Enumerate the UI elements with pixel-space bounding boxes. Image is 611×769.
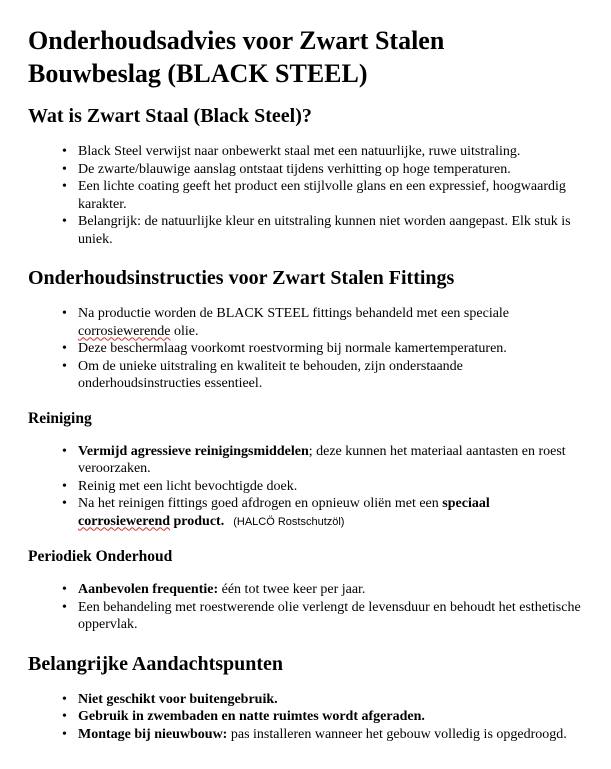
bullet-text-bold: Gebruik in zwembaden en natte ruimtes wordt afgeraden. (78, 709, 425, 724)
bullet-text-bold: Vermijd agressieve reinigingsmiddelen (78, 443, 309, 459)
bullet-text: olie. (170, 323, 199, 339)
bullet-text: Reinig met een licht bevochtigde doek. (78, 478, 298, 494)
section-heading-aandachtspunten: Belangrijke Aandachtspunten (28, 652, 284, 675)
list-item (28, 305, 583, 340)
subsection-heading-reiniging: Reiniging (28, 409, 92, 427)
bullet-list-aandachtspunten (28, 691, 583, 744)
bullet-text: één tot twee keer per jaar. (218, 582, 366, 597)
list-item (28, 340, 583, 358)
bullet-text: ; deze kunnen het materiaal aantasten en roest veroorzaken. (78, 443, 566, 476)
bullet-text-bold: Montage bij nieuwbouw: (78, 726, 228, 742)
list-item (28, 599, 583, 634)
misspelled-word: corrosiewerend (78, 513, 171, 529)
list-item (28, 443, 583, 478)
list-item (28, 726, 583, 744)
bullet-list-periodiek-onderhoud (28, 581, 583, 634)
bullet-text-bold: Niet geschikt voor buitengebruik. (78, 691, 278, 707)
list-item (28, 478, 583, 496)
section-heading-wat-is-zwart-staal: Wat is Zwart Staal (Black Steel)? (28, 105, 312, 127)
bullet-text: Black Steel verwijst naar onbewerkt staal met een natuurlijke, ruwe uitstraling. (78, 144, 521, 159)
bullet-text-bold: speciaal (442, 496, 490, 511)
list-item (28, 213, 583, 248)
bullet-list-zwart-staal (28, 143, 583, 248)
bullet-text: Om de unieke uitstraling en kwaliteit te behouden, zijn onderstaande onderhoudsinstructies essentieel. (78, 358, 463, 391)
misspelled-word: corrosiewerende (78, 323, 171, 339)
product-note: (HALCÖ Rostschutzöl) (233, 515, 345, 528)
bullet-text: De zwarte/blauwige aanslag ontstaat tijdens verhitting op hoge temperaturen. (78, 161, 511, 177)
bullet-text-bold: Aanbevolen frequentie: (78, 582, 219, 597)
list-item (28, 691, 583, 709)
bullet-text: Een lichte coating geeft het product een stijlvolle glans en een expressief, hoogwaardig karakter. (78, 179, 566, 212)
list-item (28, 178, 583, 213)
list-item (28, 581, 583, 599)
bullet-text: Na productie worden de BLACK STEEL fittings behandeld met een speciale (78, 306, 510, 321)
list-item (28, 143, 583, 161)
list-item (28, 161, 583, 179)
bullet-list-onderhoudsinstructies (28, 305, 583, 393)
bullet-text: pas installeren wanneer het gebouw volledig is opgedroogd. (227, 726, 567, 742)
list-item (28, 358, 583, 393)
subsection-heading-periodiek-onderhoud: Periodiek Onderhoud (28, 548, 173, 565)
bullet-text: Belangrijk: de natuurlijke kleur en uitstraling kunnen niet worden aangepast. Elk stuk is uniek. (78, 214, 571, 247)
list-item (28, 495, 583, 531)
bullet-text-bold: product. (170, 513, 225, 529)
list-item (28, 708, 583, 726)
bullet-text: Een behandeling met roestwerende olie verlengt de levensduur en behoudt het esthetische oppervlak. (78, 599, 581, 632)
bullet-text: Na het reinigen fittings goed afdrogen en opnieuw oliën met een (78, 496, 443, 511)
bullet-list-reiniging (28, 443, 583, 532)
section-heading-onderhoudsinstructies: Onderhoudsinstructies voor Zwart Stalen Fittings (28, 267, 455, 289)
page-title: Onderhoudsadvies voor Zwart Stalen Bouwbeslag (BLACK STEEL) (28, 26, 445, 88)
bullet-text: Deze beschermlaag voorkomt roestvorming bij normale kamertemperaturen. (78, 341, 507, 356)
